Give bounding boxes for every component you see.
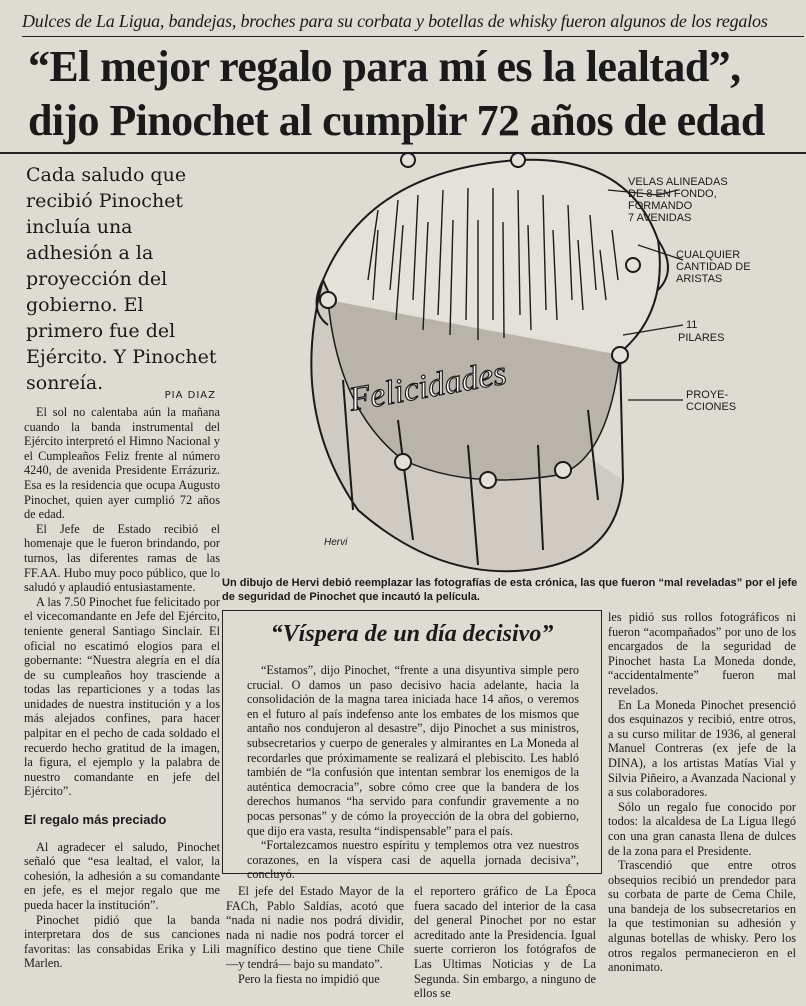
paragraph: Trascendió que entre otros obsequios recibió un prendedor para su corbata de parte de Cema Chile, una bandeja de los subsecretarios en la que testimonian su adhesión y algunas botellas de whisky. Pero los otros regalos permanecieron en el anonimato.	[608, 858, 796, 975]
article-column-4	[608, 610, 796, 975]
paragraph: les pidió sus rollos fotográficos ni fueron “acompañados” por uno de los encargados de la seguridad de Pinochet hasta La Moneda donde, “accidentalmente” fueron mal revelados.	[608, 610, 796, 697]
paragraph: Pero la fiesta no impidió que	[238, 971, 380, 986]
sidebar-box	[222, 610, 602, 882]
illustrator-signature: Hervi	[324, 537, 348, 548]
section-subhead: El regalo más preciado	[24, 812, 167, 828]
headline-line-1: “El mejor regalo para mí es la lealtad”,	[28, 42, 741, 91]
lead-text: Cada saludo que recibió Pinochet incluía una adhesión a la proyección del gobierno. El primero fue del Ejército. Y Pinochet sonreía.	[26, 164, 217, 394]
paragraph: Sólo un regalo fue conocido por todos: la alcaldesa de La Ligua llegó con una gran canasta llena de dulces de la zona para el Presidente.	[608, 799, 796, 858]
cake-lettering: Felicidades	[346, 354, 510, 419]
article-column-1	[24, 405, 220, 971]
paragraph: “Estamos”, dijo Pinochet, “frente a una disyuntiva simple pero crucial. O damos un paso decisivo hacia adelante, hacia la consolidación de la magna tarea iniciada hace 14 años, o veremos en el futuro al país indefenso ante los embates de los mismos que antaño nos condujeron al desastre”, dijo Pinochet a sus ministros, subsecretarios y cuerpo de generales y almirantes en La Moneda al recordarles que próximamente se realizará el plebiscito. Les habló también de “la confusión que intentan sembrar los enemigos de la auténtica democracia”, sobre cómo cree que la bandera de los derechos humanos “ha servido para confundir gravemente a no pocas personas” y de cómo la proyección de la obra del gobierno, que dijo era vasta, resulta “indispensable” para el país.	[247, 663, 579, 838]
paragraph: El Jefe de Estado recibió el homenaje que le fueron brindando, por turnos, las diferentes ramas de las FF.AA. Hubo muy poco público, que lo saludó y aplaudió entusiastamente.	[24, 521, 220, 595]
article-column-2	[226, 884, 404, 986]
headline	[28, 40, 798, 148]
paragraph: El jefe del Estado Mayor de la FACh, Pablo Saldías, acotó que “nada ni nadie nos podrá dividir, nada ni nadie nos podrá torcer el magnífico destino que tiene Chile —y tendrá— bajo su mandato”.	[226, 884, 404, 971]
paragraph: Al agradecer el saludo, Pinochet señaló que “esa lealtad, el valor, la cohesión, la adhesión a su comandante en jefe, es el mejor regalo que me pueda hacer la institución”.	[24, 839, 220, 912]
annotation-candles: VELAS ALINEADAS DE 8 EN FONDO, FORMANDO 7 AVENIDAS	[628, 176, 728, 224]
annotation-edges: CUALQUIER CANTIDAD DE ARISTAS	[676, 249, 751, 285]
sidebar-title: “Víspera de un día decisivo”	[270, 621, 554, 647]
byline: PIA DIAZ	[164, 390, 216, 401]
paragraph: “Fortalezcamos nuestro espíritu y templemos otra vez nuestros corazones, en la víspera casi de aquella jornada decisiva”, concluyó.	[247, 838, 579, 882]
paragraph: A las 7.50 Pinochet fue felicitado por el vicecomandante en Jefe del Ejército, teniente general Santiago Sinclair. El oficial no escatimó elogios para el gobernante: “Nuestra alegría en el día de su cumpleaños hoy trasciende a todas las reparticiones y a todas las unidades de nuestra institución y a los más alejados confines, para hacer palpitar en el pecho de cada soldado el recuerdo hecho gratitud de la imagen, la figura, el ejemplo y la palabra de nuestro comandante en jefe del Ejército”.	[24, 594, 220, 799]
photo-caption: Un dibujo de Hervi debió reemplazar las fotografías de esta crónica, las que fueron “mal reveladas” por el jefe de seguridad de Pinochet que incautó la película.	[222, 577, 798, 603]
cake-illustration	[228, 150, 774, 575]
kicker: Dulces de La Ligua, bandejas, broches para su corbata y botellas de whisky fueron algunos de los regalos	[22, 6, 804, 37]
sidebar-body	[247, 663, 579, 882]
annotation-projections: PROYE-CCIONES	[686, 389, 737, 413]
lead-paragraph	[26, 162, 222, 396]
headline-line-2: dijo Pinochet al cumplir 72 años de edad	[28, 96, 765, 145]
annotation-pillars: 11 PILARES	[678, 319, 725, 344]
paragraph: El sol no calentaba aún la mañana cuando la banda instrumental del Ejército interpretó el Himno Nacional y el Cumpleaños Feliz frente al número 4240, de avenida Presidente Errázuriz. Esa es la residencia que ocupa Augusto Pinochet, quien ayer cumplió 72 años de edad.	[24, 405, 220, 522]
paragraph: Pinochet pidió que la banda interpretara dos de sus canciones favoritas: las consabidas Erika y Lili Marlen.	[24, 912, 220, 971]
paragraph: En La Moneda Pinochet presenció dos esquinazos y recibió, entre otros, a su curso militar de 1936, al general Manuel Contreras (ex jefe de la DINA), a los artistas Matías Vial y Silvia Piñeiro, a Avanzada Nacional y a sus colaboradores.	[608, 697, 796, 800]
article-column-3	[414, 884, 596, 1001]
paragraph: el reportero gráfico de La Época fuera sacado del interior de la casa del general Pinochet por no estar acreditado ante la Presidencia. Igual suerte corrieron los fotógrafos de Las Ultimas Noticias y de La Segunda. Sin embargo, a ninguno de ellos se	[414, 884, 596, 1001]
